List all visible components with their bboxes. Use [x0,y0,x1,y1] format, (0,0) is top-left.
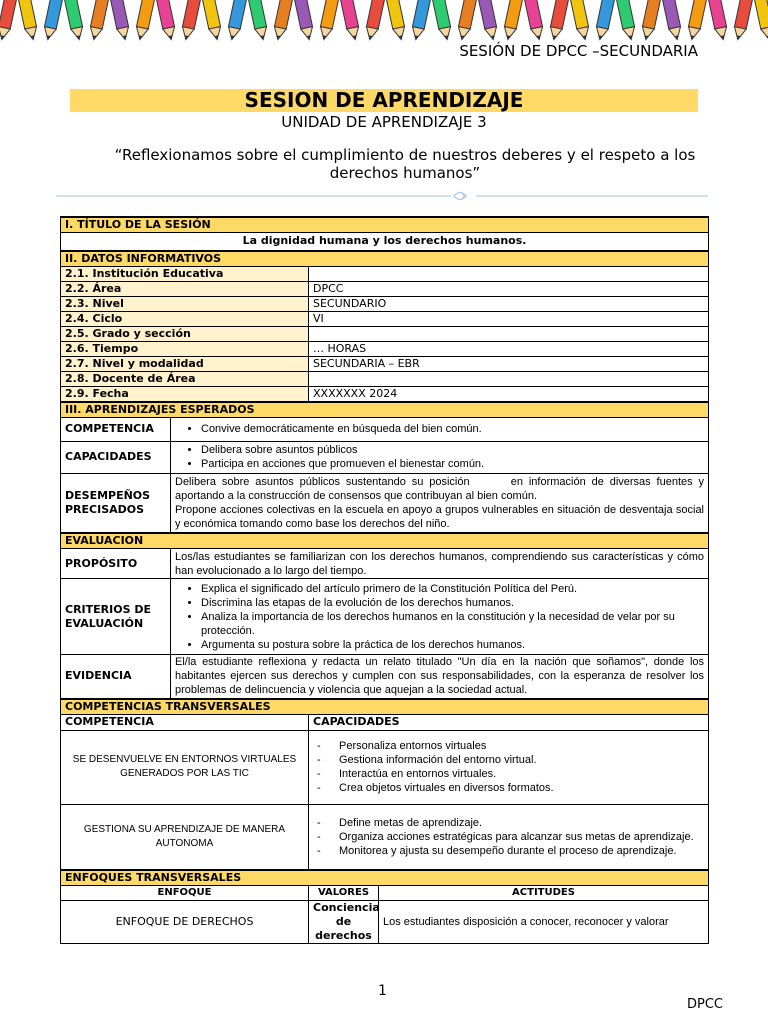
page-title: SESION DE APRENDIZAJE [70,89,698,112]
unit-title: UNIDAD DE APRENDIZAJE 3 [281,113,487,131]
row-label: 2.1. Institución Educativa [61,266,309,281]
col-enfoque: ENFOQUE [61,886,309,901]
pencil-icon [708,0,729,41]
pencil-icon [524,0,545,41]
pencil-icon [272,0,293,41]
pencil-icon [110,0,131,41]
criterio-item: • Discrimina las etapas de la evolución de los derechos humanos. [201,596,704,610]
pencil-icon [226,0,247,41]
pencil-icon [478,0,499,41]
aprendizajes-heading: III. APRENDIZAJES ESPERADOS [61,402,709,418]
pencil-icon [548,0,569,41]
row-label: 2.7. Nivel y modalidad [61,356,309,371]
row-value: XXXXXXX 2024 [309,386,709,402]
competencia-item: • Convive democráticamente en búsqueda del bien común. [201,422,704,436]
pencil-icon [18,0,39,41]
criterio-item: • Argumenta su postura sobre la práctica de los derechos humanos. [201,638,704,652]
row-value: SECUNDARIO [309,296,709,311]
row-value: SECUNDARIA – EBR [309,356,709,371]
row-value: … HORAS [309,341,709,356]
row-label: 2.8. Docente de Área [61,371,309,386]
transversal-capacidad: - Personaliza entornos virtuales [339,739,704,753]
pencil-border-decoration [0,0,768,42]
row-label: 2.4. Ciclo [61,311,309,326]
pencil-icon [410,0,431,41]
pencil-icon [318,0,339,41]
pencil-icon [594,0,615,41]
col-actitudes: ACTITUDES [379,886,709,901]
pencil-icon [616,0,637,41]
pencil-icon [732,0,753,41]
pencil-icon [340,0,361,41]
transversal-capacidad: - Monitorea y ajusta su desempeño durante el proceso de aprendizaje. [339,844,704,858]
datos-heading: II. DATOS INFORMATIVOS [61,251,709,267]
capacidad-item: • Delibera sobre asuntos públicos [201,443,704,457]
row-label: 2.6. Tiempo [61,341,309,356]
criterio-item: • Explica el significado del artículo primero de la Constitución Política del Perú. [201,582,704,596]
pencil-icon [686,0,707,41]
pencil-icon [386,0,407,41]
row-label: 2.9. Fecha [61,386,309,402]
row-label: 2.3. Nivel [61,296,309,311]
pencil-icon [502,0,523,41]
row-label: 2.2. Área [61,281,309,296]
col-competencia: COMPETENCIA [61,714,309,730]
transversal-capacidad: - Interactúa en entornos virtuales. [339,767,704,781]
session-table [60,216,709,944]
transversal-competencia: SE DESENVUELVE EN ENTORNOS VIRTUALES GENERADOS POR LAS TIC [61,730,309,804]
session-header: SESIÓN DE DPCC –SECUNDARIA [459,42,698,60]
row-value: VI [309,311,709,326]
pencil-icon [42,0,63,41]
pencil-icon [248,0,269,41]
valor-cell: Conciencia de derechos [309,901,379,944]
transversales-heading: COMPETENCIAS TRANSVERSALES [61,699,709,715]
capacidades-label: CAPACIDADES [61,441,171,473]
proposito-text: Los/las estudiantes se familiarizan con los derechos humanos, comprendiendo sus características y cómo han evolucionado a lo largo del tiempo. [171,549,709,579]
actitud-cell: Los estudiantes disposición a conocer, reconocer y valorar [379,901,709,944]
pencil-icon [364,0,385,41]
pencil-icon [432,0,453,41]
pencil-icon [0,0,17,41]
footer-label: DPCC [687,997,724,1012]
pencil-icon [294,0,315,41]
pencil-icon [134,0,155,41]
row-label: 2.5. Grado y sección [61,326,309,341]
pencil-icon [662,0,683,41]
pencil-icon [156,0,177,41]
row-value [309,266,709,281]
transversal-capacidad: - Define metas de aprendizaje. [339,816,704,830]
col-capacidades: CAPACIDADES [309,714,709,730]
row-value [309,371,709,386]
transversal-competencia: GESTIONA SU APRENDIZAJE DE MANERA AUTONOMA [61,804,309,870]
row-value [309,326,709,341]
transversal-capacidad: - Organiza acciones estratégicas para alcanzar sus metas de aprendizaje. [339,830,704,844]
pencil-icon [640,0,661,41]
evidencia-text: El/la estudiante reflexiona y redacta un relato titulado "Un día en la nación que soñamos", donde los habitantes ejercen sus derechos y cumplen con sus responsabilidades, con la esperanza de resolver los problemas de delincuencia y violencia que aquejan a la sociedad actual. [171,655,709,699]
pencil-icon [570,0,591,41]
capacidad-item: • Participa en acciones que promueven el bienestar común. [201,457,704,471]
competencia-label: COMPETENCIA [61,417,171,441]
ornament-divider [56,188,708,204]
enfoque-cell: ENFOQUE DE DERECHOS [61,901,309,944]
pencil-icon [456,0,477,41]
desempeno-text: Propone acciones colectivas en la escuela en apoyo a grupos vulnerables en situación de desventaja social y económica tomando como base los derechos del niño. [175,503,705,530]
section-title-heading: I. TÍTULO DE LA SESIÓN [61,217,709,233]
transversal-capacidad: - Crea objetos virtuales en diversos formatos. [339,781,704,795]
pencil-icon [202,0,223,41]
desempenos-label: DESEMPEÑOS PRECISADOS [61,473,171,533]
criterios-label: CRITERIOS DE EVALUACIÓN [61,579,171,655]
transversal-capacidad: - Gestiona información del entorno virtual. [339,753,704,767]
evaluacion-heading: EVALUACION [61,533,709,549]
pencil-icon [64,0,85,41]
pencil-icon [754,0,768,41]
proposito-label: PROPÓSITO [61,549,171,579]
col-valores: VALORES [309,886,379,901]
desempeno-text: Delibera sobre asuntos públicos sustentando su posición en información de diversas fuentes y aportando a la construcción de consensos que contribuyan al bien común. [175,475,708,502]
pencil-icon [88,0,109,41]
enfoques-heading: ENFOQUES TRANSVERSALES [61,870,709,886]
row-value: DPCC [309,281,709,296]
page-number: 1 [378,983,387,999]
evidencia-label: EVIDENCIA [61,655,171,699]
pencil-icon [180,0,201,41]
session-title: La dignidad humana y los derechos humanos. [61,233,709,251]
criterio-item: • Analiza la importancia de los derechos humanos en la constitución y la necesidad de velar por su protección. [201,610,704,638]
unit-quote: “Reflexionamos sobre el cumplimiento de nuestros deberes y el respeto a los derechos humanos” [114,146,696,182]
